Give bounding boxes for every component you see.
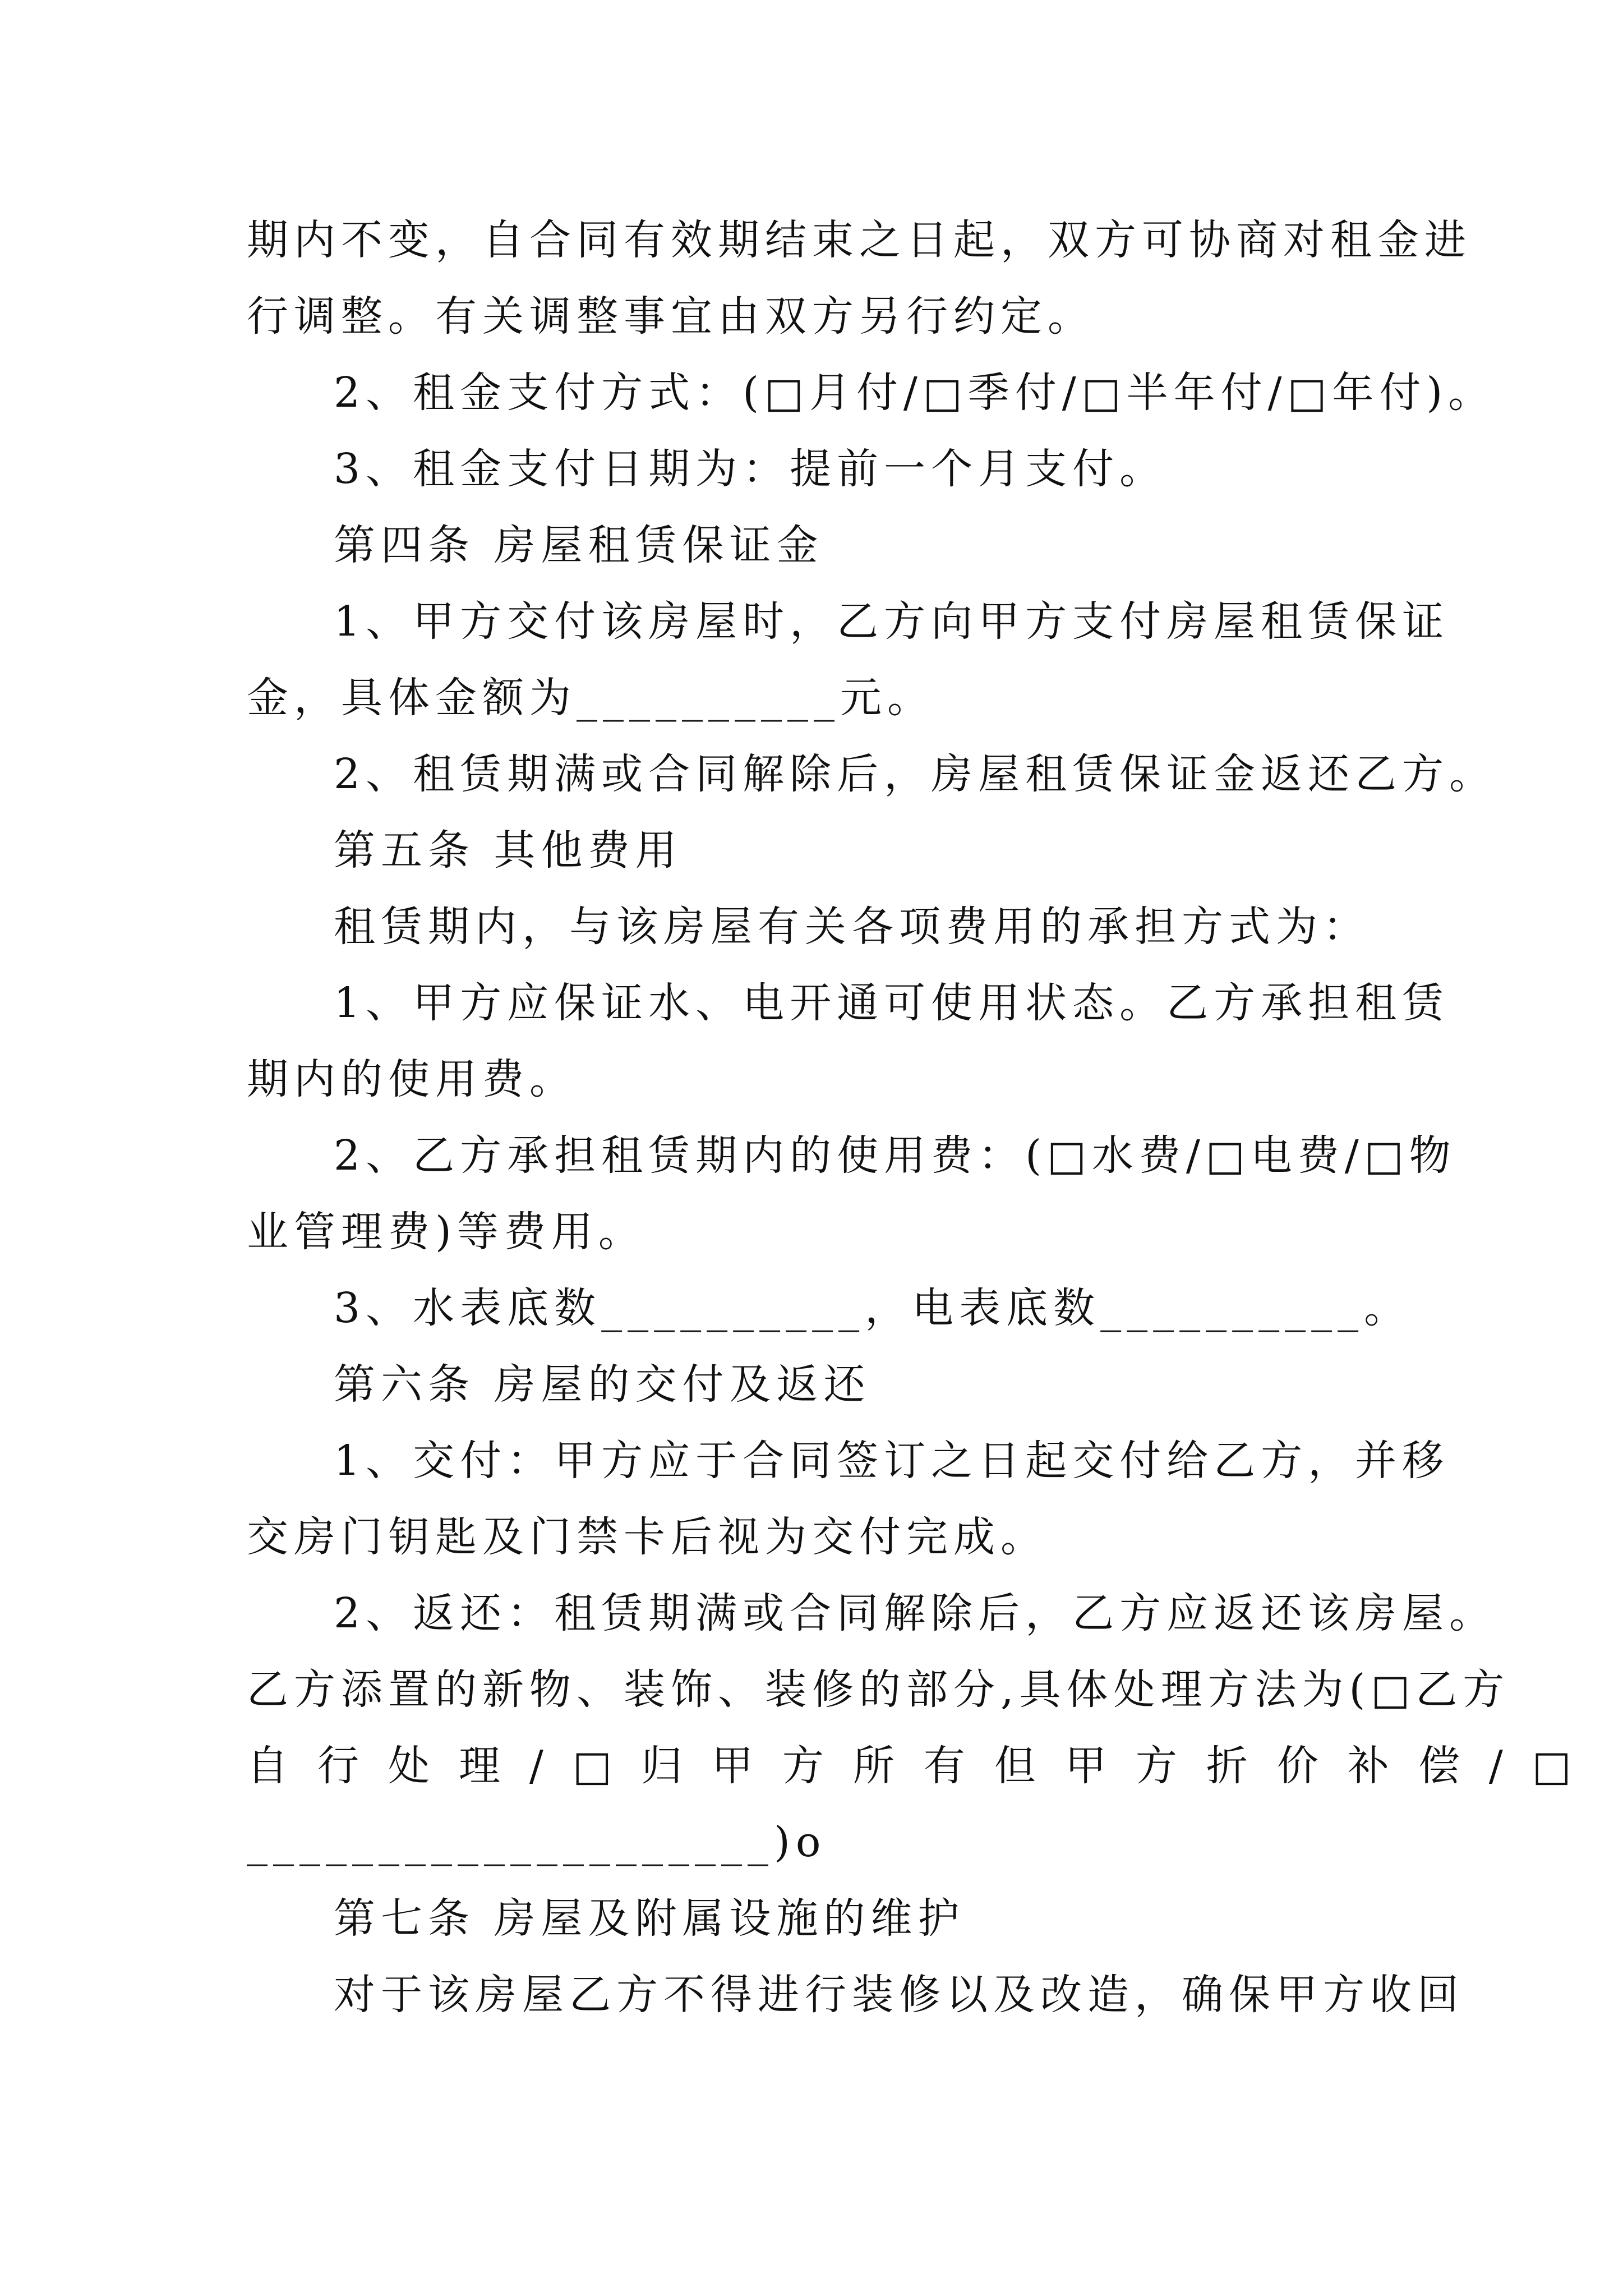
body-text-line: 租赁期内，与该房屋有关各项费用的承担方式为： (334, 903, 1370, 951)
body-text-line: 金，具体金额为__________元。 (247, 674, 934, 722)
article-heading: 第六条 房屋的交付及返还 (334, 1360, 871, 1409)
body-text-line: 期内的使用费。 (247, 1055, 577, 1103)
clause-item: 1、甲方交付该房屋时，乙方向甲方支付房屋租赁保证 (334, 597, 1450, 646)
body-text-line: 期内不变，自合同有效期结束之日起，双方可协商对租金进 (247, 216, 1472, 264)
article-heading: 第七条 房屋及附属设施的维护 (334, 1894, 965, 1943)
body-text-line: 行调整。有关调整事宜由双方另行约定。 (247, 292, 1095, 341)
article-heading: 第五条 其他费用 (334, 826, 683, 875)
clause-item: 2、租金支付方式：(□月付/□季付/□半年付/□年付)。 (334, 369, 1496, 417)
body-text-line: 对于该房屋乙方不得进行装修以及改造，确保甲方收回 (334, 1971, 1464, 2019)
clause-item: 1、交付：甲方应于合同签订之日起交付给乙方，并移 (334, 1437, 1450, 1485)
article-heading: 第四条 房屋租赁保证金 (334, 521, 824, 569)
clause-item: 3、水表底数__________，电表底数__________。 (334, 1284, 1412, 1332)
body-text-line: 交房门钥匙及门禁卡后视为交付完成。 (247, 1513, 1048, 1561)
clause-item: 2、返还：租赁期满或合同解除后，乙方应返还该房屋。 (334, 1589, 1497, 1637)
blank-fill-line: ____________________)o (247, 1818, 827, 1866)
body-text-line: 业管理费)等费用。 (247, 1208, 645, 1256)
clause-item: 3、租金支付日期为：提前一个月支付。 (334, 445, 1167, 493)
body-text-line: 自行处理/□归甲方所有但甲方折价补偿/□ (247, 1742, 1601, 1790)
clause-item: 2、租赁期满或合同解除后，房屋租赁保证金返还乙方。 (334, 750, 1497, 798)
clause-item: 2、乙方承担租赁期内的使用费：(□水费/□电费/□物 (334, 1131, 1456, 1180)
body-text-line: 乙方添置的新物、装饰、装修的部分,具体处理方法为(□乙方 (247, 1665, 1510, 1714)
clause-item: 1、甲方应保证水、电开通可使用状态。乙方承担租赁 (334, 979, 1450, 1027)
